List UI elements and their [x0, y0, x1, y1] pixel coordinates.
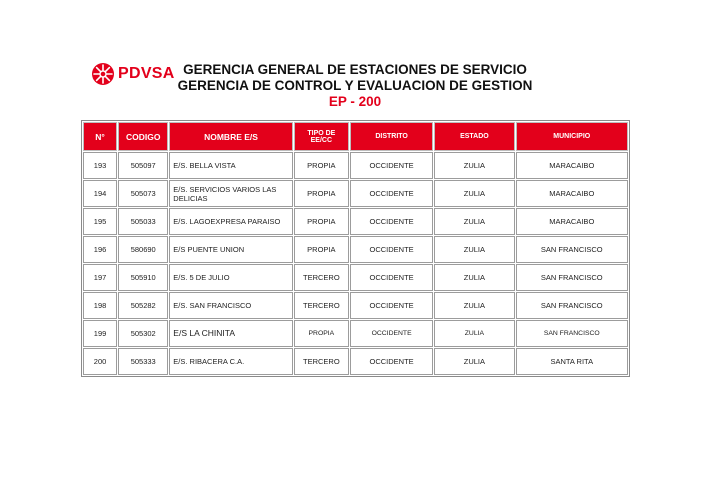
table-row [83, 236, 628, 263]
cell-type: TERCERO [294, 348, 349, 375]
document-code: EP - 200 [328, 94, 382, 109]
logo-text: PDVSA [118, 65, 175, 82]
cell-district: OCCIDENTE [350, 348, 433, 375]
cell-type: PROPIA [294, 208, 349, 235]
cell-number: 195 [83, 208, 117, 235]
cell-municipality: MARACAIBO [516, 180, 628, 207]
cell-state: ZULIA [434, 320, 514, 347]
cell-name: E/S. BELLA VISTA [169, 152, 292, 179]
cell-municipality: MARACAIBO [516, 152, 628, 179]
cell-district: OCCIDENTE [350, 292, 433, 319]
cell-name: E/S LA CHINITA [169, 320, 292, 347]
table-row [83, 292, 628, 319]
cell-number: 196 [83, 236, 117, 263]
cell-code: 505333 [118, 348, 168, 375]
cell-number: 198 [83, 292, 117, 319]
table-row [83, 152, 628, 179]
cell-type: PROPIA [294, 320, 349, 347]
col-header-code: CODIGO [118, 122, 168, 151]
cell-type: PROPIA [294, 236, 349, 263]
cell-name: E/S. SAN FRANCISCO [169, 292, 292, 319]
cell-state: ZULIA [434, 236, 514, 263]
col-header-district: DISTRITO [350, 122, 433, 151]
col-header-type: TIPO DE EE/CC [294, 122, 349, 151]
cell-number: 193 [83, 152, 117, 179]
pdvsa-sun-icon [91, 62, 115, 86]
cell-state: ZULIA [434, 180, 514, 207]
cell-district: OCCIDENTE [350, 180, 433, 207]
table-row [83, 348, 628, 375]
cell-name: E/S. 5 DE JULIO [169, 264, 292, 291]
cell-name: E/S. LAGOEXPRESA PARAISO [169, 208, 292, 235]
cell-name: E/S. SERVICIOS VARIOS LAS DELICIAS [169, 180, 292, 207]
cell-municipality: SAN FRANCISCO [516, 236, 628, 263]
table-header-row [83, 122, 628, 151]
table-row [83, 180, 628, 207]
cell-code: 505282 [118, 292, 168, 319]
table-row [83, 208, 628, 235]
cell-number: 194 [83, 180, 117, 207]
cell-district: OCCIDENTE [350, 208, 433, 235]
cell-district: OCCIDENTE [350, 264, 433, 291]
cell-name: E/S PUENTE UNION [169, 236, 292, 263]
cell-state: ZULIA [434, 264, 514, 291]
cell-number: 199 [83, 320, 117, 347]
col-header-state: ESTADO [434, 122, 514, 151]
cell-district: OCCIDENTE [350, 152, 433, 179]
cell-type: PROPIA [294, 152, 349, 179]
stations-table [82, 121, 629, 376]
cell-number: 197 [83, 264, 117, 291]
cell-type: PROPIA [294, 180, 349, 207]
cell-type: TERCERO [294, 264, 349, 291]
cell-municipality: MARACAIBO [516, 208, 628, 235]
cell-code: 505910 [118, 264, 168, 291]
title-line-2: GERENCIA DE CONTROL Y EVALUACION DE GESTION [177, 78, 533, 93]
cell-state: ZULIA [434, 348, 514, 375]
cell-municipality: SAN FRANCISCO [516, 292, 628, 319]
col-header-name: NOMBRE E/S [169, 122, 292, 151]
document-header [150, 62, 560, 110]
cell-municipality: SAN FRANCISCO [516, 320, 628, 347]
cell-type: TERCERO [294, 292, 349, 319]
table-row [83, 320, 628, 347]
cell-number: 200 [83, 348, 117, 375]
cell-state: ZULIA [434, 152, 514, 179]
cell-code: 505302 [118, 320, 168, 347]
cell-municipality: SANTA RITA [516, 348, 628, 375]
title-line-1: GERENCIA GENERAL DE ESTACIONES DE SERVICIO [183, 62, 527, 77]
table-row [83, 264, 628, 291]
col-header-number: N° [83, 122, 117, 151]
cell-district: OCCIDENTE [350, 236, 433, 263]
cell-district: OCCIDENTE [350, 320, 433, 347]
cell-code: 505073 [118, 180, 168, 207]
cell-name: E/S. RIBACERA C.A. [169, 348, 292, 375]
cell-state: ZULIA [434, 292, 514, 319]
cell-code: 580690 [118, 236, 168, 263]
col-header-municipality: MUNICIPIO [516, 122, 628, 151]
cell-state: ZULIA [434, 208, 514, 235]
cell-code: 505033 [118, 208, 168, 235]
cell-municipality: SAN FRANCISCO [516, 264, 628, 291]
cell-code: 505097 [118, 152, 168, 179]
